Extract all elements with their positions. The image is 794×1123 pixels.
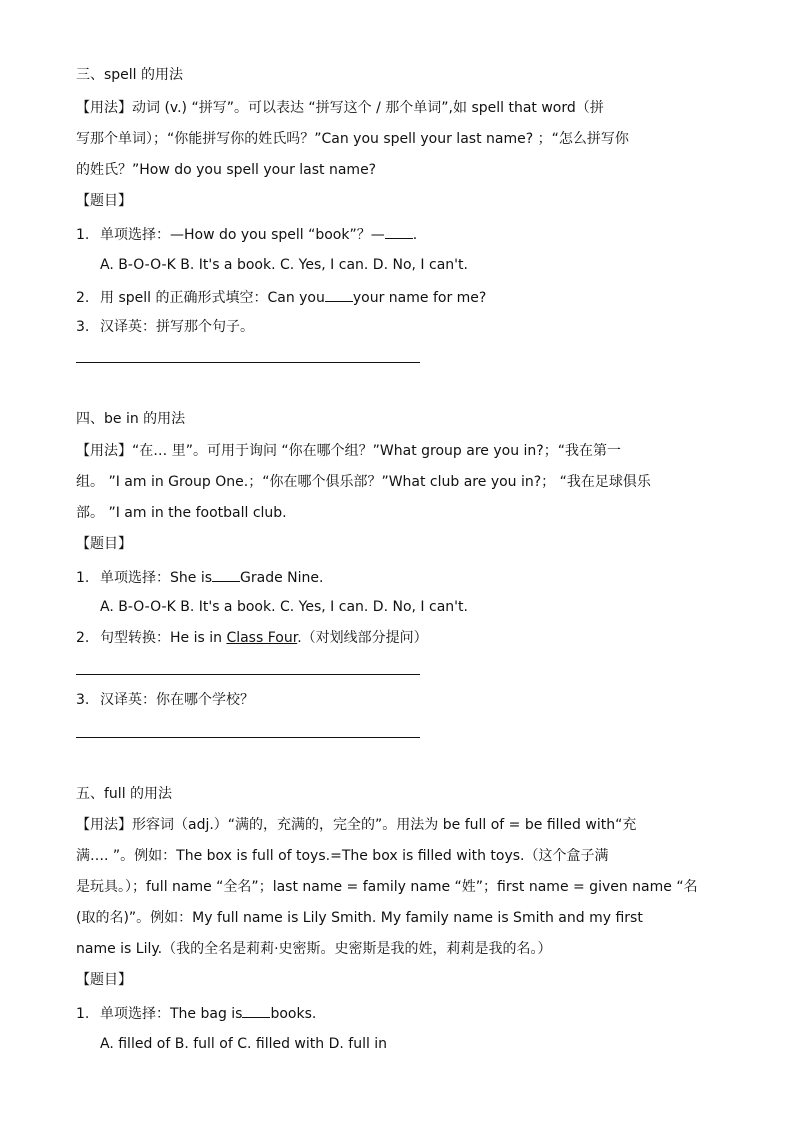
answer-line[interactable] (76, 674, 420, 675)
question-1 (76, 224, 417, 244)
answer-blank[interactable] (325, 287, 353, 302)
question-number: 3. (76, 319, 90, 335)
question-1 (76, 1003, 316, 1023)
answer-blank[interactable] (385, 224, 413, 239)
question-number: 3. (76, 692, 90, 708)
section-title-spell: 三、spell 的用法 (76, 67, 184, 83)
underlined-phrase: Class Four (226, 630, 298, 646)
answer-options: A. B-O-O-K B. It's a book. C. Yes, I can. D. No, I can't. (100, 599, 468, 615)
question-text: 单项选择：The bag is (100, 1006, 243, 1022)
question-text: .（对划线部分提问） (297, 630, 428, 646)
question-number: 1. (76, 1006, 90, 1022)
usage-line: (取的名)”。例如：My full name is Lily Smith. My family name is Smith and my first (76, 910, 643, 926)
question-1 (76, 567, 323, 587)
usage-line: 【用法】“在… 里”。可用于询问 “你在哪个组？”What group are you in?；“我在第一 (76, 443, 621, 459)
question-text: 句型转换：He is in (100, 630, 227, 646)
answer-options: A. filled of B. full of C. filled with D. full in (100, 1036, 388, 1052)
usage-line: name is Lily.（我的全名是莉莉·史密斯。史密斯是我的姓，莉莉是我的名。） (76, 941, 552, 957)
usage-line: 【用法】动词 (v.) “拼写”。可以表达 “拼写这个 / 那个单词”,如 spell that word（拼 (76, 100, 604, 116)
answer-blank[interactable] (212, 567, 240, 582)
question-text: 汉译英：拼写那个句子。 (100, 319, 254, 335)
question-3 (76, 318, 254, 336)
question-number: 1. (76, 227, 90, 243)
usage-line: 组。 ”I am in Group One.；“你在哪个俱乐部？”What club are you in?； “我在足球俱乐 (76, 474, 651, 490)
question-3 (76, 691, 254, 709)
question-text: 单项选择：She is (100, 570, 213, 586)
question-text: 汉译英：你在哪个学校？ (100, 692, 254, 708)
usage-line: 的姓氏？”How do you spell your last name? (76, 162, 377, 178)
question-2 (76, 629, 428, 647)
question-2 (76, 287, 486, 307)
question-text: . (412, 227, 418, 243)
section-title-full: 五、full 的用法 (76, 786, 173, 802)
usage-line: 【用法】形容词（adj.）“满的，充满的，完全的”。用法为 be full of = be filled with“充 (76, 817, 637, 833)
question-text: books. (270, 1006, 317, 1022)
exercise-label: 【题目】 (76, 972, 132, 988)
usage-line: 写那个单词）；“你能拼写你的姓氏吗？”Can you spell your last name? ；“怎么拼写你 (76, 131, 629, 147)
question-number: 2. (76, 630, 90, 646)
usage-line: 部。 ”I am in the football club. (76, 505, 287, 521)
answer-blank[interactable] (242, 1003, 270, 1018)
question-text: 单项选择：—How do you spell “book”？— (100, 227, 385, 243)
question-text: 用 spell 的正确形式填空：Can you (100, 290, 325, 306)
answer-line[interactable] (76, 362, 420, 363)
question-number: 1. (76, 570, 90, 586)
question-text: Grade Nine. (240, 570, 324, 586)
answer-options: A. B-O-O-K B. It's a book. C. Yes, I can. D. No, I can't. (100, 257, 468, 273)
usage-line: 满…. ”。例如：The box is full of toys.=The box is filled with toys.（这个盒子满 (76, 848, 609, 864)
answer-line[interactable] (76, 737, 420, 738)
question-number: 2. (76, 290, 90, 306)
exercise-label: 【题目】 (76, 193, 132, 209)
usage-line: 是玩具。）；full name “全名”；last name = family name “姓”；first name = given name “名 (76, 879, 698, 895)
section-title-be-in: 四、be in 的用法 (76, 411, 186, 427)
exercise-label: 【题目】 (76, 536, 132, 552)
question-text: your name for me? (352, 290, 487, 306)
